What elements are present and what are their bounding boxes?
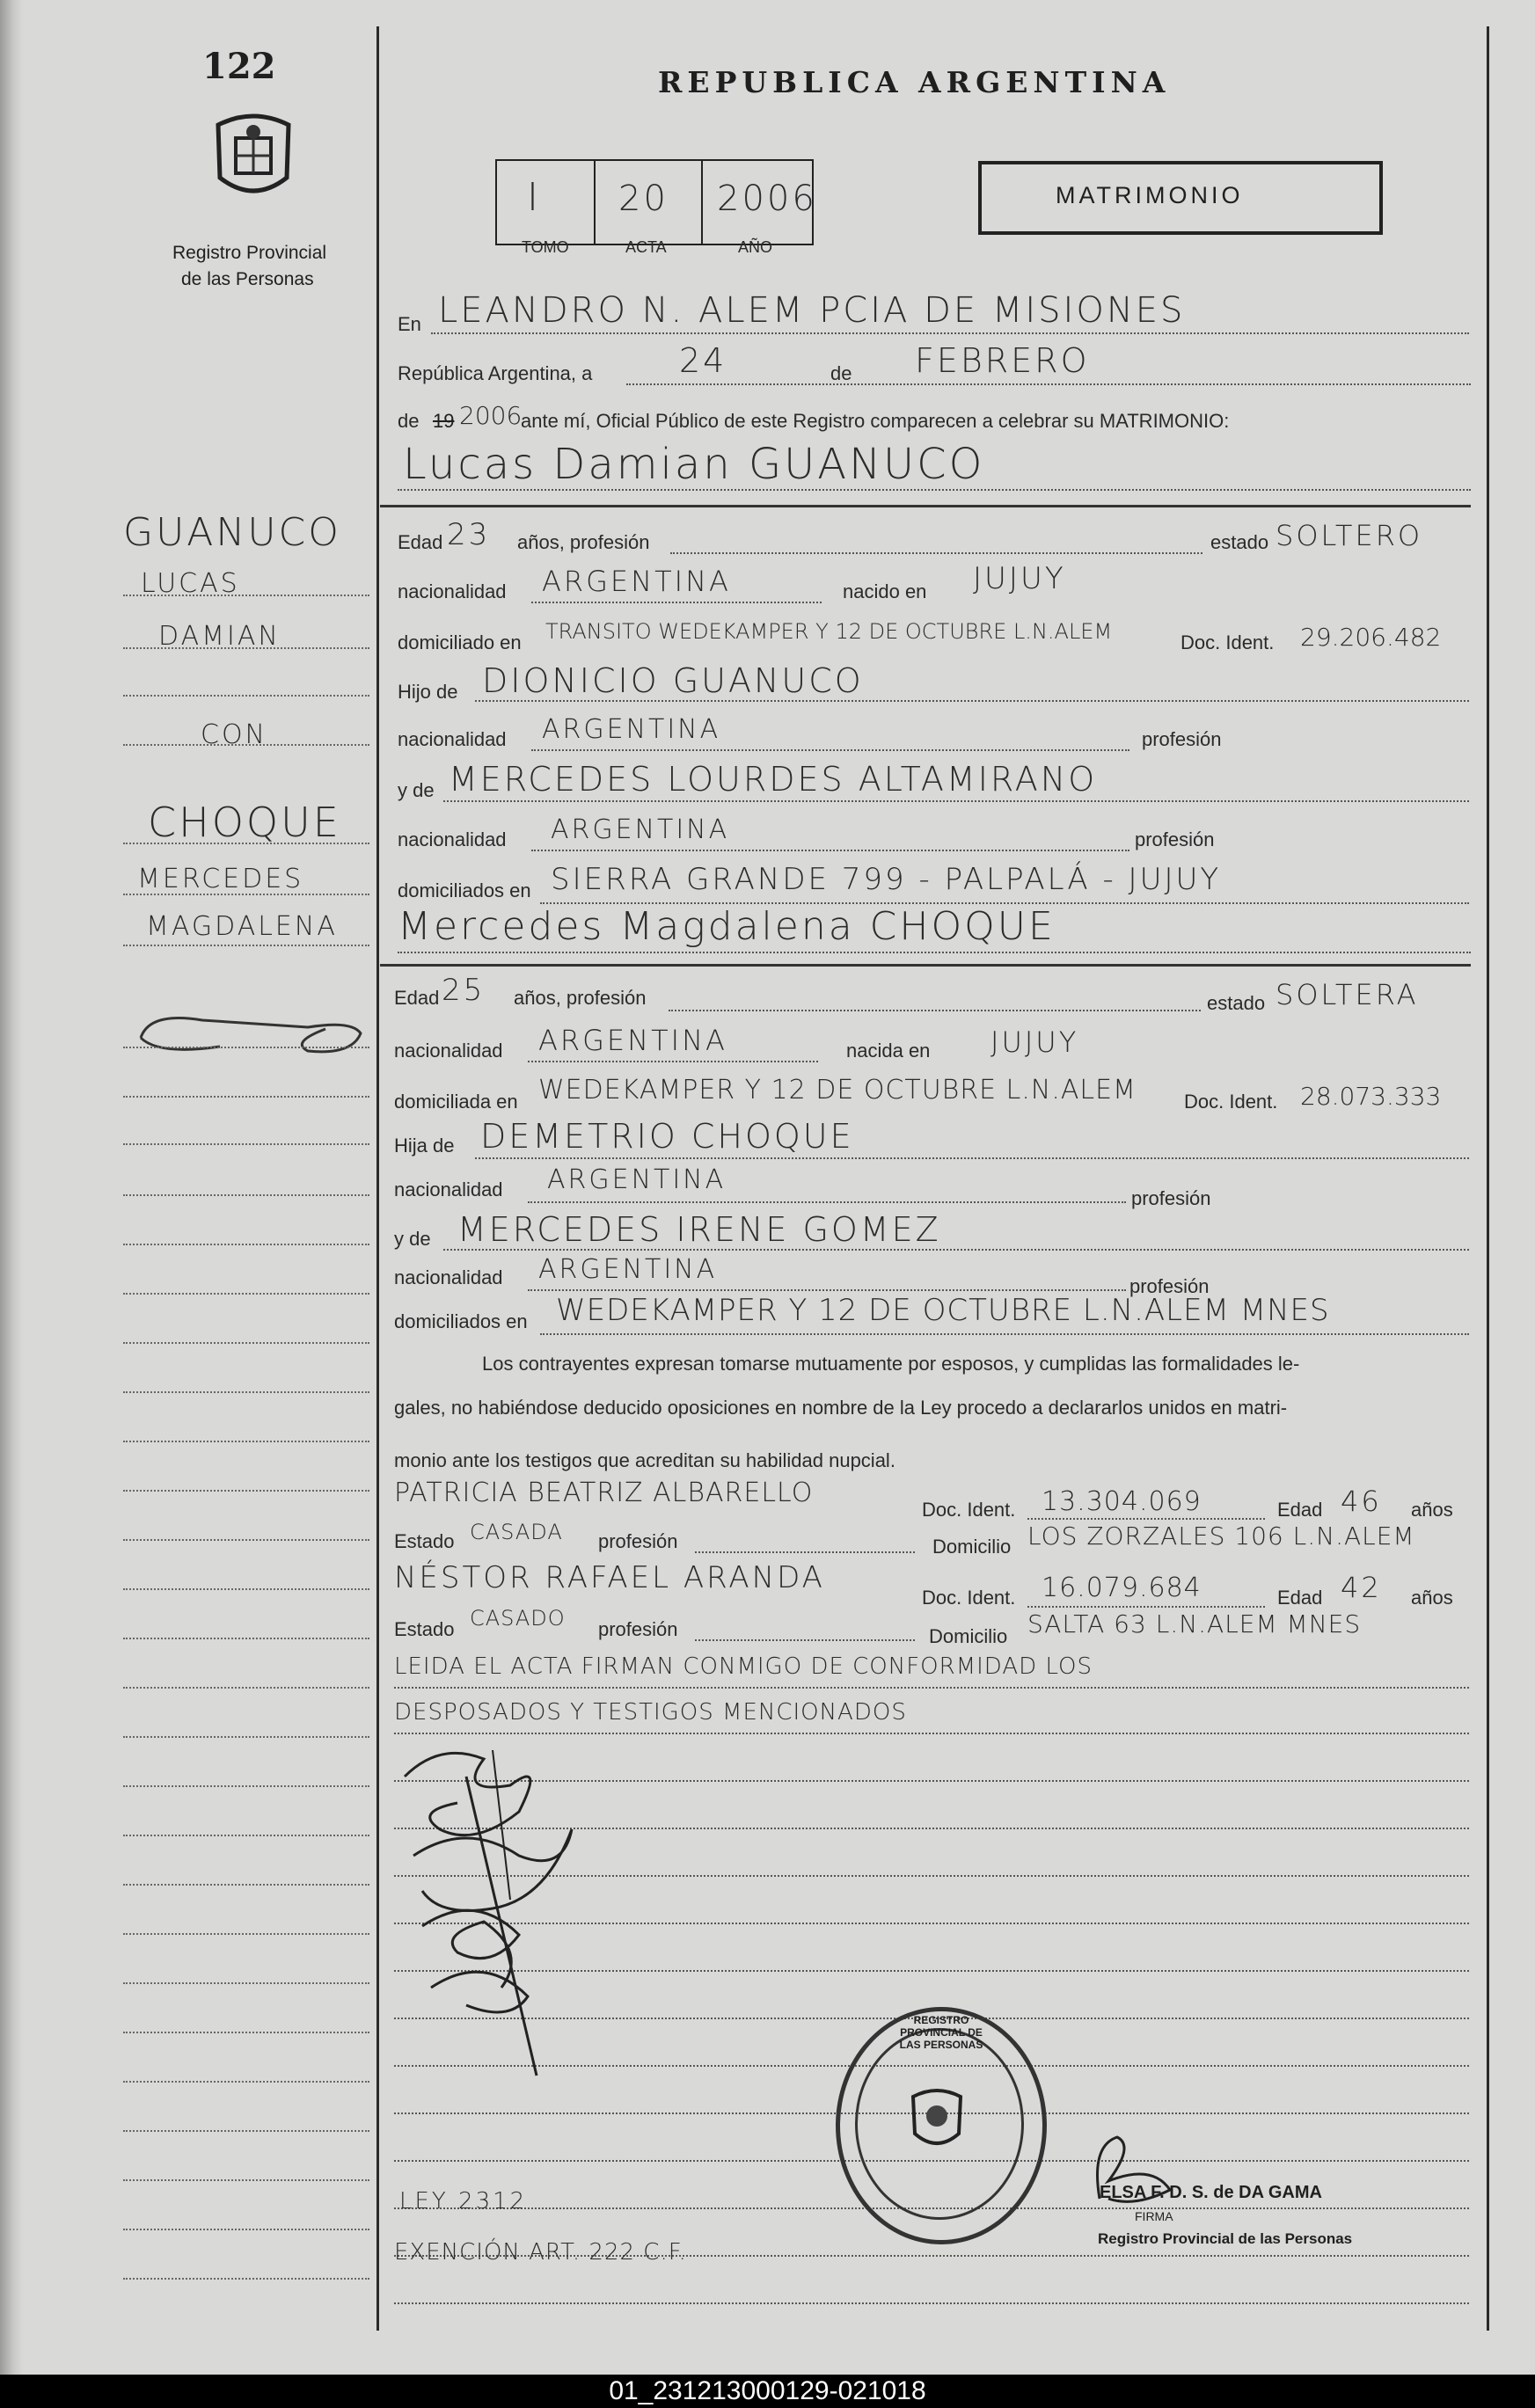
- groom-fprof-label: profesión: [1142, 728, 1222, 750]
- witness-1-doc: 13.304.069: [1042, 1486, 1202, 1517]
- stamp-seal-icon: [906, 2084, 968, 2159]
- bride-mprof-label: profesión: [1129, 1275, 1210, 1297]
- acta-value: 20: [618, 179, 669, 219]
- groom-mnac: ARGENTINA: [551, 814, 730, 845]
- groom-father: DIONICIO GUANUCO: [482, 661, 864, 700]
- month: FEBRERO: [915, 341, 1090, 380]
- groom-yde-label: y de: [398, 779, 435, 801]
- witness-1-edad-label: Edad: [1277, 1499, 1323, 1521]
- groom-mother: MERCEDES LOURDES ALTAMIRANO: [449, 760, 1098, 799]
- margin-note-2: LUCAS: [141, 568, 240, 599]
- bride-full-name: Mercedes Magdalena CHOQUE: [398, 904, 1056, 949]
- acta-label: ACTA: [625, 238, 667, 256]
- bride-dom-label: domiciliada en: [394, 1091, 518, 1113]
- ano-value: 2006: [717, 179, 817, 219]
- bride-fnac: ARGENTINA: [547, 1164, 727, 1195]
- witness-2-prof-label: profesión: [598, 1618, 678, 1640]
- record-box: [495, 159, 817, 263]
- bride-hija-label: Hija de: [394, 1135, 455, 1157]
- witness-1-dom-label: Domicilio: [932, 1536, 1012, 1558]
- closing-line-1: LEIDA EL ACTA FIRMAN CONMIGO DE CONFORMIDAD LOS: [394, 1653, 1093, 1680]
- margin-flourish: [132, 1003, 369, 1069]
- bride-fnac-label: nacionalidad: [394, 1178, 503, 1200]
- file-id-bar: [0, 2375, 1535, 2408]
- margin-note-6: MERCEDES: [137, 864, 304, 894]
- bride-nacida: JUJUY: [990, 1025, 1079, 1059]
- witness-1-edad: 46: [1341, 1485, 1382, 1518]
- margin-note-3: DAMIAN: [158, 621, 281, 652]
- signatures-icon: [387, 1724, 616, 2098]
- bride-estado-label: estado: [1207, 992, 1266, 1014]
- intro-text: ante mí, Oficial Público de este Registro comparecen a celebrar su MATRIMONIO:: [521, 410, 1230, 432]
- country-title: REPUBLICA ARGENTINA: [658, 65, 1171, 99]
- bride-pdom: WEDEKAMPER Y 12 DE OCTUBRE L.N.ALEM MNES: [556, 1293, 1330, 1328]
- year: 2006: [459, 401, 523, 430]
- witness-2-estado-label: Estado: [394, 1618, 455, 1640]
- margin-note-7: MAGDALENA: [146, 911, 338, 942]
- groom-dom-label: domiciliado en: [398, 631, 522, 653]
- witness-1-name: PATRICIA BEATRIZ ALBARELLO: [394, 1478, 814, 1508]
- witness-2-doc-label: Doc. Ident.: [922, 1587, 1016, 1609]
- witness-2-name: NÉSTOR RAFAEL ARANDA: [394, 1560, 825, 1595]
- witness-2-edad-label: Edad: [1277, 1587, 1323, 1609]
- groom-estado-label: estado: [1210, 531, 1269, 553]
- witness-1-estado: CASADA: [470, 1520, 563, 1544]
- registry-line-2: de las Personas: [181, 269, 314, 289]
- groom-doc: 29.206.482: [1300, 623, 1442, 652]
- witness-1-prof-label: profesión: [598, 1530, 678, 1552]
- book-binding: [0, 0, 23, 2375]
- groom-full-name: Lucas Damian GUANUCO: [403, 440, 985, 489]
- witness-2-edad: 42: [1341, 1571, 1382, 1604]
- groom-pdom-label: domiciliados en: [398, 879, 531, 901]
- bride-fprof-label: profesión: [1131, 1187, 1211, 1209]
- bride-mnac: ARGENTINA: [538, 1254, 718, 1285]
- day: 24: [679, 341, 727, 380]
- declaration-line-1: Los contrayentes expresan tomarse mutuamente por esposos, y cumplidas las formalidades le-: [482, 1353, 1300, 1375]
- official-office: Registro Provincial de las Personas: [1098, 2230, 1353, 2247]
- bride-mnac-label: nacionalidad: [394, 1266, 503, 1288]
- bride-yde-label: y de: [394, 1228, 431, 1250]
- groom-nac-label: nacionalidad: [398, 580, 507, 602]
- page-number: 122: [202, 46, 276, 87]
- official-firma: FIRMA: [1135, 2209, 1173, 2223]
- de-label: de: [830, 362, 852, 384]
- groom-nacido-label: nacido en: [843, 580, 927, 602]
- margin-rule: [376, 26, 379, 2331]
- record-type: MATRIMONIO: [1056, 182, 1244, 208]
- groom-edad-label: Edad: [398, 531, 443, 553]
- bride-estado: SOLTERA: [1276, 978, 1419, 1011]
- witness-2-doc: 16.079.684: [1042, 1572, 1202, 1603]
- declaration-line-2: gales, no habiéndose deducido oposiciones en nombre de la Ley procedo a declararlos unidos en matri-: [394, 1397, 1288, 1419]
- groom-anos-label: años, profesión: [517, 531, 650, 553]
- bride-father: DEMETRIO CHOQUE: [480, 1117, 854, 1156]
- witness-2-estado: CASADO: [470, 1606, 566, 1631]
- bride-mother: MERCEDES IRENE GOMEZ: [457, 1210, 941, 1249]
- bride-edad: 25: [442, 973, 486, 1008]
- bride-doc-label: Doc. Ident.: [1184, 1091, 1278, 1113]
- stamp-text: REGISTRO PROVINCIAL DE LAS PERSONAS: [899, 2014, 983, 2051]
- footnote-exencion: EXENCIÓN ART. 222 C.F.: [394, 2239, 687, 2266]
- margin-note-5: CHOQUE: [148, 799, 341, 846]
- year-prefix: 19: [433, 410, 455, 432]
- tomo-label: TOMO: [522, 238, 569, 256]
- groom-mprof-label: profesión: [1135, 828, 1215, 850]
- tomo-value: I: [527, 175, 541, 220]
- bride-nac: ARGENTINA: [538, 1024, 727, 1057]
- groom-fnac-label: nacionalidad: [398, 728, 507, 750]
- groom-nacido: JUJUY: [973, 561, 1066, 596]
- en-label: En: [398, 313, 421, 335]
- bride-dom: WEDEKAMPER Y 12 DE OCTUBRE L.N.ALEM: [538, 1075, 1137, 1105]
- groom-hijo-label: Hijo de: [398, 681, 458, 703]
- bride-doc: 28.073.333: [1300, 1082, 1442, 1111]
- groom-estado: SOLTERO: [1276, 519, 1423, 552]
- groom-pdom: SIERRA GRANDE 799 - PALPALÁ - JUJUY: [551, 862, 1222, 897]
- groom-edad: 23: [447, 517, 491, 552]
- right-rule: [1487, 26, 1489, 2331]
- bride-anos-label: años, profesión: [514, 987, 647, 1009]
- coat-of-arms-icon: [209, 107, 297, 208]
- witness-1-dom: LOS ZORZALES 106 L.N.ALEM: [1027, 1521, 1415, 1551]
- registry-line-1: Registro Provincial: [172, 243, 327, 263]
- witness-1-anos-label: años: [1411, 1499, 1453, 1521]
- margin-note-1: GUANUCO: [123, 510, 341, 555]
- groom-mnac-label: nacionalidad: [398, 828, 507, 850]
- groom-dom: TRANSITO WEDEKAMPER Y 12 DE OCTUBRE L.N.ALEM: [545, 619, 1113, 644]
- de2-label: de: [398, 410, 420, 432]
- witness-1-estado-label: Estado: [394, 1530, 455, 1552]
- bride-edad-label: Edad: [394, 987, 440, 1009]
- witness-2-dom: SALTA 63 L.N.ALEM MNES: [1027, 1609, 1362, 1638]
- file-id: 01_231213000129-021018: [609, 2376, 926, 2405]
- witness-2-dom-label: Domicilio: [929, 1625, 1008, 1647]
- bride-pdom-label: domiciliados en: [394, 1310, 528, 1332]
- groom-fnac: ARGENTINA: [542, 714, 721, 745]
- margin-note-4: CON: [201, 719, 268, 750]
- republica-label: República Argentina, a: [398, 362, 593, 384]
- official-name: ELSA F. D. S. de DA GAMA: [1100, 2183, 1322, 2202]
- bride-nac-label: nacionalidad: [394, 1040, 503, 1062]
- ano-label: AÑO: [738, 238, 773, 256]
- footnote-ley: LEY 2312: [399, 2188, 528, 2215]
- closing-line-2: DESPOSADOS Y TESTIGOS MENCIONADOS: [394, 1699, 907, 1726]
- witness-1-doc-label: Doc. Ident.: [922, 1499, 1016, 1521]
- groom-nac: ARGENTINA: [542, 565, 731, 598]
- groom-doc-label: Doc. Ident.: [1180, 631, 1275, 653]
- declaration-line-3: monio ante los testigos que acreditan su habilidad nupcial.: [394, 1449, 895, 1471]
- official-signature-icon: [1082, 2128, 1196, 2221]
- place: LEANDRO N. ALEM PCIA DE MISIONES: [438, 290, 1186, 331]
- bride-nacida-label: nacida en: [846, 1040, 931, 1062]
- witness-2-anos-label: años: [1411, 1587, 1453, 1609]
